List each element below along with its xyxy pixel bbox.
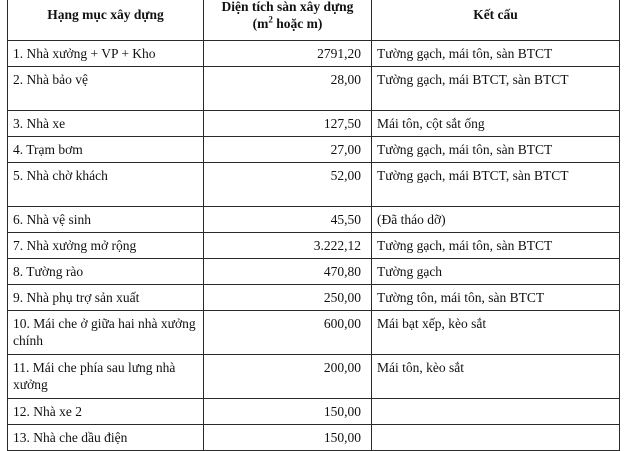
area-cell: 600,00	[204, 311, 372, 355]
area-cell: 52,00	[204, 163, 372, 207]
item-cell: 9. Nhà phụ trợ sản xuất	[8, 285, 204, 311]
table-row	[8, 399, 620, 425]
table-row	[8, 163, 620, 207]
structure-cell: Tường gạch, mái BTCT, sàn BTCT	[372, 163, 620, 207]
table-header-row	[8, 0, 620, 41]
area-cell: 28,00	[204, 67, 372, 111]
area-cell: 150,00	[204, 399, 372, 425]
table-row	[8, 285, 620, 311]
item-cell: 3. Nhà xe	[8, 111, 204, 137]
structure-cell: Mái tôn, cột sắt ống	[372, 111, 620, 137]
item-cell: 2. Nhà bảo vệ	[8, 67, 204, 111]
structure-cell: Tường gạch, mái BTCT, sàn BTCT	[372, 67, 620, 111]
header-floor-area-unit-suffix: hoặc m)	[272, 15, 323, 31]
item-cell: 11. Mái che phía sau lưng nhà xưởng	[8, 355, 204, 399]
header-structure: Kết cấu	[372, 0, 620, 41]
area-cell: 470,80	[204, 259, 372, 285]
item-cell: 13. Nhà che dầu điện	[8, 425, 204, 451]
structure-cell: Tường gạch, mái tôn, sàn BTCT	[372, 41, 620, 67]
table-row	[8, 311, 620, 355]
structure-cell: Mái bạt xếp, kèo sắt	[372, 311, 620, 355]
table-row	[8, 67, 620, 111]
area-cell: 2791,20	[204, 41, 372, 67]
area-cell: 45,50	[204, 207, 372, 233]
item-cell: 8. Tường rào	[8, 259, 204, 285]
item-cell: 6. Nhà vệ sinh	[8, 207, 204, 233]
item-cell: 1. Nhà xưởng + VP + Kho	[8, 41, 204, 67]
area-cell: 27,00	[204, 137, 372, 163]
area-cell: 150,00	[204, 425, 372, 451]
construction-items-table	[7, 0, 620, 451]
header-floor-area	[204, 0, 372, 41]
table-row	[8, 41, 620, 67]
structure-cell: Tường gạch	[372, 259, 620, 285]
table-row	[8, 259, 620, 285]
item-cell: 5. Nhà chờ khách	[8, 163, 204, 207]
item-cell: 4. Trạm bơm	[8, 137, 204, 163]
header-construction-item: Hạng mục xây dựng	[8, 0, 204, 41]
item-cell: 12. Nhà xe 2	[8, 399, 204, 425]
structure-cell: Tường tôn, mái tôn, sàn BTCT	[372, 285, 620, 311]
structure-cell: Mái tôn, kèo sắt	[372, 355, 620, 399]
area-cell: 3.222,12	[204, 233, 372, 259]
structure-cell: (Đã tháo dỡ)	[372, 207, 620, 233]
header-floor-area-unit-sup: 2	[268, 14, 273, 24]
table-row	[8, 207, 620, 233]
structure-cell	[372, 399, 620, 425]
structure-cell: Tường gạch, mái tôn, sàn BTCT	[372, 137, 620, 163]
table-row	[8, 233, 620, 259]
area-cell: 250,00	[204, 285, 372, 311]
table-row	[8, 137, 620, 163]
table-row	[8, 111, 620, 137]
header-floor-area-unit-prefix: (m	[252, 15, 269, 31]
item-cell: 10. Mái che ở giữa hai nhà xưởng chính	[8, 311, 204, 355]
area-cell: 127,50	[204, 111, 372, 137]
structure-cell	[372, 425, 620, 451]
item-cell: 7. Nhà xưởng mở rộng	[8, 233, 204, 259]
structure-cell: Tường gạch, mái tôn, sàn BTCT	[372, 233, 620, 259]
table-row	[8, 355, 620, 399]
area-cell: 200,00	[204, 355, 372, 399]
table-row	[8, 425, 620, 451]
header-floor-area-label: Diện tích sàn xây dựng	[221, 0, 354, 14]
